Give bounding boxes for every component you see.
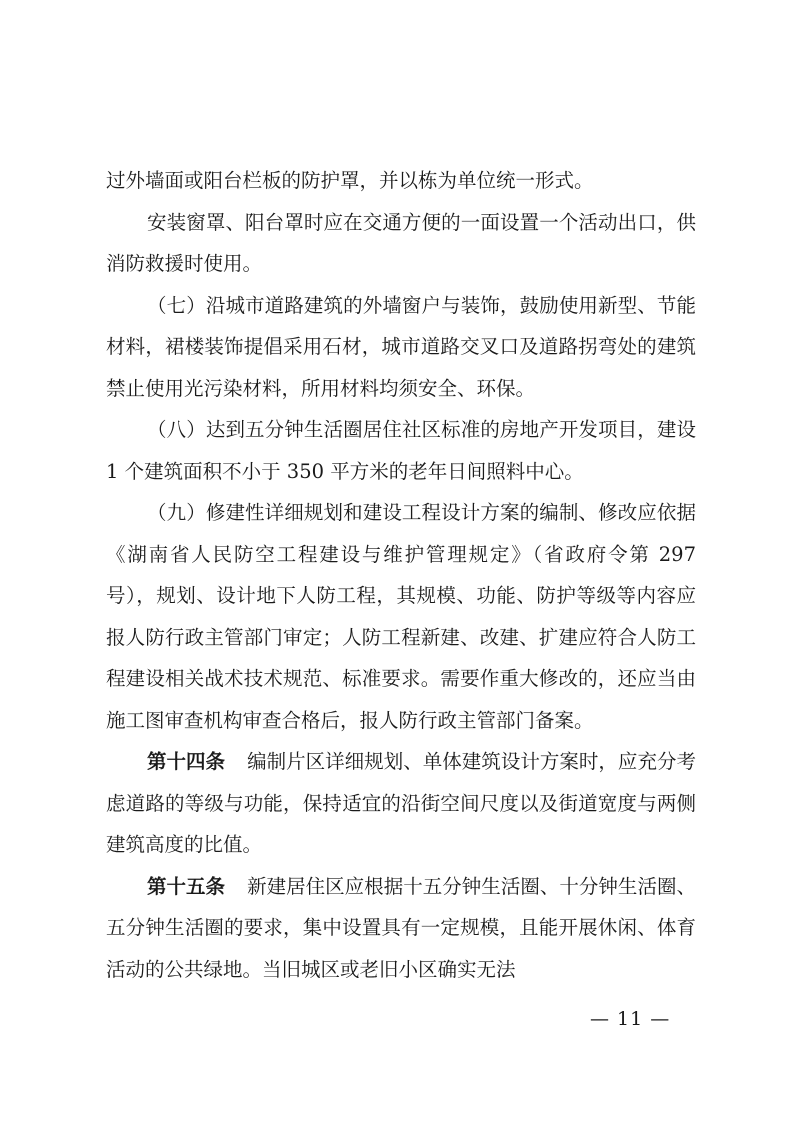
- article-14-text: 编制片区详细规划、单体建筑设计方案时，应充分考虑道路的等级与功能，保持适宜的沿街空间尺度以及街道宽度与两侧建筑高度的比值。: [106, 750, 696, 856]
- article-15-text: 新建居住区应根据十五分钟生活圈、十分钟生活圈、五分钟生活圈的要求，集中设置具有一定规模，且能开展休闲、体育活动的公共绿地。当旧城区或老旧小区确实无法: [106, 874, 696, 981]
- article-15-label: 第十五条: [147, 874, 226, 898]
- paragraph-1: 过外墙面或阳台栏板的防护罩，并以栋为单位统一形式。: [106, 169, 594, 192]
- paragraph-2: 安装窗罩、阳台罩时应在交通方便的一面设置一个活动出口，供消防救援时使用。: [106, 210, 696, 275]
- paragraph-item-8: （八）达到五分钟生活圈居住社区标准的房地产开发项目，建设 1 个建筑面积不小于 350 平方米的老年日间照料中心。: [106, 418, 696, 483]
- body-text: [106, 160, 696, 990]
- page-number: — 11 —: [590, 1008, 671, 1030]
- paragraph-item-7: （七）沿城市道路建筑的外墙窗户与装饰，鼓励使用新型、节能材料，裙楼装饰提倡采用石材，城市道路交叉口及道路拐弯处的建筑禁止使用光污染材料，所用材料均须安全、环保。: [106, 293, 696, 400]
- paragraph-item-9: （九）修建性详细规划和建设工程设计方案的编制、修改应依据《湖南省人民防空工程建设与维护管理规定》（省政府令第 297 号），规划、设计地下人防工程，其规模、功能、防护等级等内容应报人防行政主管部门审定；人防工程新建、改建、扩建应符合人防工程建设相关战术技术规范、标准要求。需要作重大修改的，还应当由施工图审查机构审查合格后，报人防行政主管部门备案。: [106, 501, 696, 732]
- article-14-label: 第十四条: [147, 750, 226, 773]
- article-15: [106, 866, 696, 991]
- article-14: [106, 741, 696, 866]
